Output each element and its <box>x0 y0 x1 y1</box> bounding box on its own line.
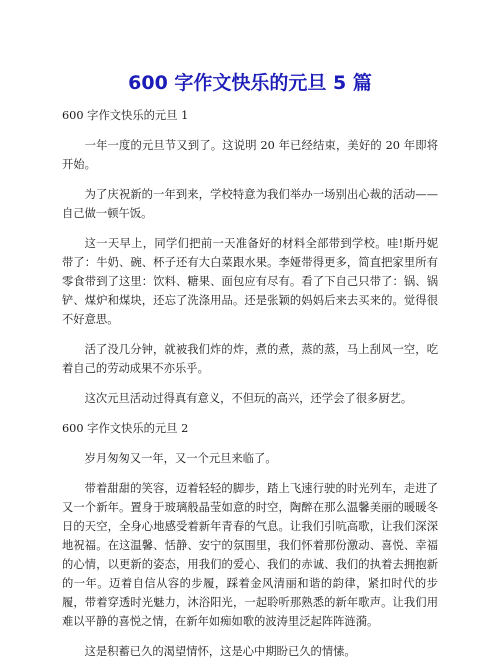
body-paragraph: 这一天早上，同学们把前一天准备好的材料全部带到学校。哇!斯丹妮带了：牛奶、碗、杯子还有大白菜跟水果。李娅带得更多，简直把家里所有零食带到了这里：饮料、糖果、面包应有尽有。看了下自己只带了：锅、锅铲、煤炉和煤块，还忘了洗涤用品。还是张颖的妈妈后来去买来的。觉得很不好意思。 <box>62 237 438 326</box>
body-paragraph: 带着甜甜的笑容，迈着轻轻的脚步，踏上飞速行驶的时光列车，走进了又一个新年。置身于玻璃般晶莹如意的时空，陶醉在那么温馨美丽的暖暖冬日的天空，全身心地感受着新年青春的气息。让我们引吭高歌，让我们深深地祝福。在这温馨、恬静、安宁的氛围里，我们怀着那份激动、喜悦、幸福的心情，以更新的姿态，用我们的爱心、我们的赤诚、我们的执着去拥抱新的一年。迈着自信从容的步履，踩着金风清丽和谐的韵律，紧扣时代的步履，带着穿透时光魅力，沐浴阳光，一起聆听那熟悉的新年歌声。让我们用难以平静的喜悦之情，在新年如痴如歌的波涛里泛起阵阵涟漪。 <box>62 482 438 628</box>
body-paragraph: 一年一度的元旦节又到了。这说明 20 年已经结束，美好的 20 年即将开始。 <box>62 139 438 171</box>
body-paragraph: 活了没几分钟，就被我们炸的炸，煮的煮，蒸的蒸，马上刮风一空，吃着自己的劳动成果不亦乐乎。 <box>62 343 438 375</box>
document-body <box>62 106 438 672</box>
section-heading: 600 字作文快乐的元旦 1 <box>62 109 189 122</box>
body-paragraph: 为了庆祝新的一年到来，学校特意为我们举办一场别出心裁的活动——自己做一顿午饭。 <box>62 188 438 220</box>
document-title: 600 字作文快乐的元旦 5 篇 <box>128 72 372 94</box>
body-paragraph: 这次元旦活动过得真有意义，不但玩的高兴，还学会了很多厨艺。 <box>84 392 413 405</box>
body-paragraph: 岁月匆匆又一年，又一个元旦来临了。 <box>84 452 277 465</box>
section-heading: 600 字作文快乐的元旦 2 <box>62 422 189 435</box>
body-paragraph: 这是积蓄已久的渴望情怀，这是心中期盼已久的情愫。 <box>84 645 356 658</box>
